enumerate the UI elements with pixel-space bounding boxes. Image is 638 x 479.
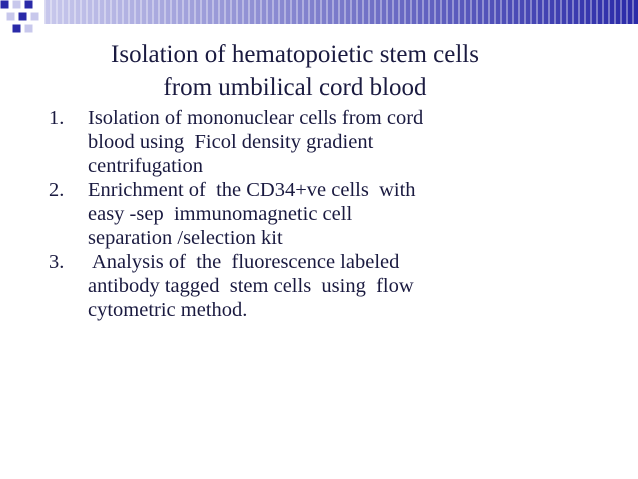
header-stripe	[230, 0, 232, 24]
header-stripe	[626, 0, 628, 24]
header-stripe	[206, 0, 208, 24]
list-item-line: blood using Ficol density gradient	[88, 131, 374, 153]
header-stripe	[494, 0, 496, 24]
header-stripe	[128, 0, 130, 24]
header-stripe	[176, 0, 178, 24]
list-item-line: Analysis of the fluorescence labeled	[88, 251, 400, 273]
list-item-line: separation /selection kit	[88, 227, 283, 249]
header-stripe	[548, 0, 550, 24]
header-stripe	[602, 0, 604, 24]
header-stripe	[212, 0, 214, 24]
header-stripe	[266, 0, 268, 24]
header-stripe	[152, 0, 154, 24]
checker-band-graphic	[0, 0, 638, 40]
checker-square	[18, 12, 27, 21]
slide-title-line-2: from umbilical cord blood	[163, 74, 427, 101]
header-stripe	[284, 0, 286, 24]
header-stripe	[440, 0, 442, 24]
header-stripe	[338, 0, 340, 24]
header-stripe	[272, 0, 274, 24]
header-stripe	[536, 0, 538, 24]
checker-square	[6, 12, 15, 21]
header-stripe	[518, 0, 520, 24]
header-stripe	[122, 0, 124, 24]
header-stripe	[572, 0, 574, 24]
header-stripe	[308, 0, 310, 24]
header-stripe	[362, 0, 364, 24]
checker-square	[12, 0, 21, 9]
slide-title-line-1: Isolation of hematopoietic stem cells	[111, 41, 479, 68]
list-item-line: antibody tagged stem cells using flow	[88, 275, 414, 297]
header-stripe	[290, 0, 292, 24]
list-item	[49, 250, 519, 322]
header-stripe	[608, 0, 610, 24]
header-decoration-band	[0, 0, 638, 40]
header-stripe	[554, 0, 556, 24]
header-stripe	[488, 0, 490, 24]
header-stripe	[224, 0, 226, 24]
header-stripe	[278, 0, 280, 24]
checker-square	[24, 0, 33, 9]
header-stripe	[464, 0, 466, 24]
header-stripe	[236, 0, 238, 24]
header-stripe	[380, 0, 382, 24]
header-stripe	[68, 0, 70, 24]
header-stripe	[296, 0, 298, 24]
header-stripe	[446, 0, 448, 24]
header-stripe	[500, 0, 502, 24]
list-item-number: 2.	[49, 179, 65, 201]
checker-square	[0, 0, 9, 9]
header-stripe	[410, 0, 412, 24]
header-stripe	[74, 0, 76, 24]
header-stripe	[452, 0, 454, 24]
header-stripe	[428, 0, 430, 24]
list-item-number: 3.	[49, 251, 65, 273]
list-item-line: cytometric method.	[88, 299, 248, 321]
header-stripe	[482, 0, 484, 24]
header-stripe	[86, 0, 88, 24]
header-stripe	[560, 0, 562, 24]
header-stripe	[92, 0, 94, 24]
header-stripe	[356, 0, 358, 24]
header-stripe	[134, 0, 136, 24]
header-stripe	[530, 0, 532, 24]
header-stripe	[314, 0, 316, 24]
slide-title	[60, 38, 530, 104]
header-stripe	[506, 0, 508, 24]
header-stripe	[56, 0, 58, 24]
header-stripe	[398, 0, 400, 24]
header-stripe	[458, 0, 460, 24]
header-stripe	[194, 0, 196, 24]
header-stripe	[302, 0, 304, 24]
header-stripe	[260, 0, 262, 24]
header-stripe	[404, 0, 406, 24]
header-stripe	[416, 0, 418, 24]
header-stripe	[104, 0, 106, 24]
header-stripe	[470, 0, 472, 24]
header-stripe	[242, 0, 244, 24]
checker-square	[12, 24, 21, 33]
header-stripe	[590, 0, 592, 24]
header-stripe	[140, 0, 142, 24]
header-stripe	[566, 0, 568, 24]
header-stripe	[620, 0, 622, 24]
header-stripe	[44, 0, 46, 24]
header-stripe	[80, 0, 82, 24]
list-item	[49, 106, 519, 178]
header-stripe	[578, 0, 580, 24]
header-stripe	[374, 0, 376, 24]
header-stripe	[182, 0, 184, 24]
header-stripe	[98, 0, 100, 24]
list-item-line: easy -sep immunomagnetic cell	[88, 203, 353, 225]
checker-square	[30, 12, 39, 21]
header-stripe	[320, 0, 322, 24]
list-item-number: 1.	[49, 107, 65, 129]
checker-square	[24, 24, 33, 33]
header-stripe	[218, 0, 220, 24]
header-stripe	[62, 0, 64, 24]
numbered-list	[49, 106, 519, 322]
header-stripe	[332, 0, 334, 24]
list-item-line: Isolation of mononuclear cells from cord	[88, 107, 424, 129]
header-stripe	[326, 0, 328, 24]
header-stripe	[50, 0, 52, 24]
header-stripe	[248, 0, 250, 24]
list-item-line: centrifugation	[88, 155, 203, 177]
header-stripe	[158, 0, 160, 24]
header-stripe	[632, 0, 634, 24]
header-stripe	[422, 0, 424, 24]
header-stripe	[614, 0, 616, 24]
header-stripe	[146, 0, 148, 24]
header-stripe	[254, 0, 256, 24]
list-item	[49, 178, 519, 250]
header-stripe	[596, 0, 598, 24]
header-stripe	[386, 0, 388, 24]
list-item-line: Enrichment of the CD34+ve cells with	[88, 179, 416, 201]
header-stripe	[170, 0, 172, 24]
header-stripe	[434, 0, 436, 24]
header-stripe	[200, 0, 202, 24]
header-stripe	[116, 0, 118, 24]
header-stripe	[110, 0, 112, 24]
header-stripe	[344, 0, 346, 24]
header-stripe	[524, 0, 526, 24]
header-stripe	[164, 0, 166, 24]
header-stripe	[350, 0, 352, 24]
header-stripe	[476, 0, 478, 24]
header-stripe	[392, 0, 394, 24]
header-stripe	[188, 0, 190, 24]
header-stripe	[542, 0, 544, 24]
header-stripe	[584, 0, 586, 24]
header-stripe	[512, 0, 514, 24]
header-stripe	[368, 0, 370, 24]
